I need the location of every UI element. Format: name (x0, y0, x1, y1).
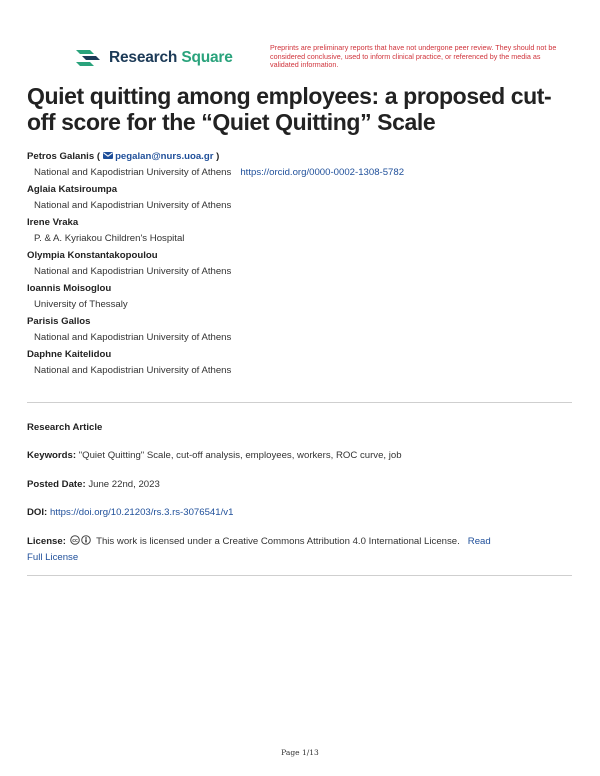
author-affiliation (27, 167, 572, 179)
posted-date (27, 477, 572, 493)
read-full-license-line2: Full License (27, 552, 79, 563)
creative-commons-icon (70, 535, 92, 545)
author-affiliation: National and Kapodistrian University of Athens (34, 200, 232, 211)
author-name: Parisis Gallos (27, 316, 91, 327)
preprint-disclaimer: Preprints are preliminary reports that have not undergone peer review. They should not be considered conclusive, used to inform clinical practice, or referenced by the media as validated information. (270, 43, 557, 69)
author-name: Daphne Kaitelidou (27, 349, 112, 360)
author-email-link[interactable]: pegalan@nurs.uoa.gr (115, 151, 214, 162)
read-full-license-line1: Read (467, 536, 491, 547)
author-affiliation-text: National and Kapodistrian University of Athens (34, 167, 232, 178)
author-name-text: Petros Galanis (27, 151, 95, 162)
author-affiliation: National and Kapodistrian University of Athens (34, 365, 232, 376)
posted-date-label: Posted Date: (27, 479, 86, 490)
author-name: Irene Vraka (27, 217, 79, 228)
doi (27, 505, 572, 521)
doi-link[interactable]: https://doi.org/10.21203/rs.3.rs-3076541/v1 (49, 507, 234, 518)
page-number: Page 1/13 (281, 748, 319, 757)
author-affiliation: P. & A. Kyriakou Children's Hospital (34, 233, 185, 244)
author-affiliation: National and Kapodistrian University of Athens (34, 266, 232, 277)
brand-name-part1: Research (109, 49, 178, 66)
license-text: This work is licensed under a Creative Commons Attribution 4.0 International License. (96, 536, 460, 547)
article-type-text: Research Article (27, 422, 103, 433)
svg-text:cc: cc (71, 538, 78, 545)
author-list (27, 151, 572, 377)
article-type (27, 420, 572, 436)
license (27, 534, 572, 566)
brand-name (109, 49, 233, 67)
keywords-value: "Quiet Quitting" Scale, cut-off analysis, employees, workers, ROC curve, job (78, 450, 402, 461)
author-name: Olympia Konstantakopoulou (27, 250, 158, 261)
author-affiliation: University of Thessaly (34, 299, 128, 310)
license-label: License: (27, 536, 66, 547)
author-name: Petros Galanis ( pegalan@nurs.uoa.gr ) (27, 151, 220, 162)
orcid-link[interactable]: https://orcid.org/0000-0002-1308-5782 (240, 167, 405, 178)
research-square-logo-icon (75, 48, 101, 68)
author-affiliation: National and Kapodistrian University of Athens (34, 332, 232, 343)
brand-name-part2: Square (181, 49, 233, 66)
author-name: Aglaia Katsiroumpa (27, 184, 118, 195)
author-name: Ioannis Moisoglou (27, 283, 112, 294)
keywords (27, 448, 572, 464)
posted-date-value: June 22nd, 2023 (88, 479, 160, 490)
paper-title: Quiet quitting among employees: a proposed cut-off score for the “Quiet Quitting” Scale (27, 83, 552, 135)
divider (27, 575, 572, 576)
keywords-label: Keywords: (27, 450, 77, 461)
doi-label: DOI: (27, 507, 48, 518)
envelope-icon (103, 152, 113, 159)
research-square-logo[interactable] (75, 48, 233, 68)
divider (27, 402, 572, 403)
